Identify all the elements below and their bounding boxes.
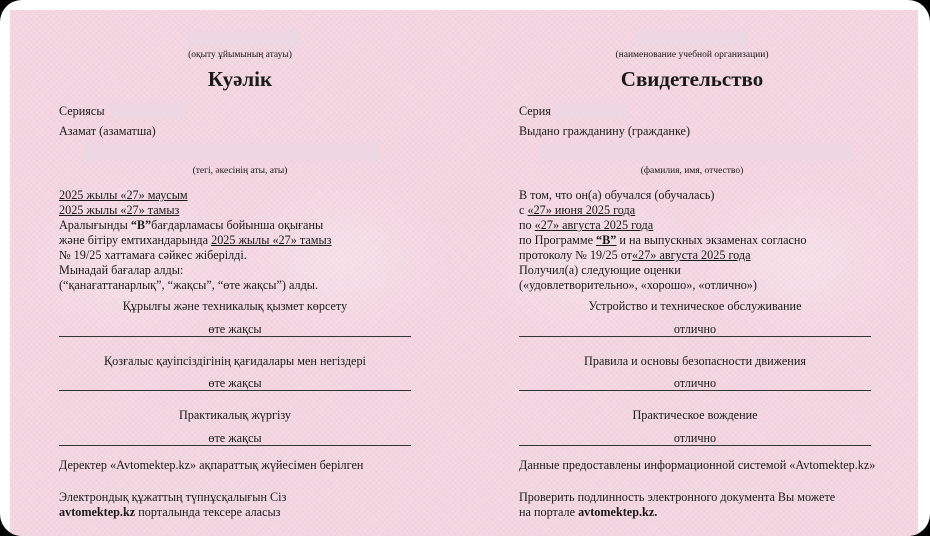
grades-line-1-left: Мынадай бағалар алды: bbox=[59, 263, 184, 277]
divider-right-2 bbox=[519, 390, 871, 391]
protocol-line-left: № 19/25 хаттамаға сәйкес жіберілді. bbox=[59, 248, 247, 262]
name-redacted-left bbox=[84, 143, 380, 161]
subject-grade-left-2: өте жақсы bbox=[208, 376, 262, 390]
exam-line-left: және бітіру емтихандарында 2025 жылы «27» тамыз bbox=[59, 233, 332, 247]
series-label-right: Серия bbox=[519, 104, 551, 118]
verify-line-2-right: на портале avtomektep.kz. bbox=[519, 505, 658, 519]
divider-left-1 bbox=[59, 336, 411, 337]
series-redacted-left bbox=[112, 103, 184, 118]
name-caption-right: (фамилия, имя, отчество) bbox=[640, 166, 744, 176]
grades-line-2-left: (“қанағаттанарлық”, “жақсы”, “өте жақсы”) алды. bbox=[59, 278, 319, 292]
divider-right-1 bbox=[519, 336, 871, 337]
divider-right-3 bbox=[519, 445, 871, 446]
series-label-left: Сериясы bbox=[59, 104, 105, 118]
name-caption-left: (тегі, әкесінің аты, аты) bbox=[192, 166, 288, 176]
name-redacted-right bbox=[540, 143, 852, 161]
program-line-right: по Программе “В” и на выпускных экзаменах согласно bbox=[519, 233, 807, 247]
issued-by-left: Деректер «Avtomektep.kz» ақпараттық жүйесімен берілген bbox=[59, 458, 364, 472]
title-left: Куәлік bbox=[207, 67, 273, 91]
subject-name-right-3: Практическое вождение bbox=[632, 408, 758, 422]
date-from-right: с «27» июня 2025 года bbox=[519, 203, 636, 217]
grades-line-2-right: («удовлетворительно», «хорошо», «отлично») bbox=[519, 278, 757, 292]
date-to-right: по «27» августа 2025 года bbox=[519, 218, 654, 232]
subject-grade-right-2: отлично bbox=[673, 376, 717, 390]
date-to-left: 2025 жылы «27» тамыз bbox=[59, 203, 180, 217]
date-from-left: 2025 жылы «27» маусым bbox=[59, 188, 188, 202]
divider-left-2 bbox=[59, 390, 411, 391]
title-right: Свидетельство bbox=[620, 67, 764, 91]
verify-line-1-left: Электрондық құжаттың түпнұсқалығын Сіз bbox=[59, 490, 287, 504]
org-name-redacted-right bbox=[636, 30, 748, 46]
subject-name-right-2: Правила и основы безопасности движения bbox=[584, 354, 806, 368]
org-caption-right: (наименование учебной организации) bbox=[615, 50, 769, 60]
program-line-left: Аралығынды “В”бағдарламасы бойынша оқығаны bbox=[59, 218, 324, 232]
subject-grade-right-3: отлично bbox=[673, 431, 717, 445]
subject-name-left-2: Қозғалыс қауіпсіздігінің қағидалары мен негіздері bbox=[104, 354, 366, 368]
citizen-label-left: Азамат (азаматша) bbox=[59, 124, 156, 138]
grades-line-1-right: Получил(а) следующие оценки bbox=[519, 263, 681, 277]
subject-grade-right-1: отлично bbox=[673, 322, 717, 336]
verify-portal-link-right[interactable]: avtomektep.kz. bbox=[578, 505, 658, 519]
org-name-redacted-left bbox=[188, 30, 300, 46]
org-caption-left: (оқыту ұйымының атауы) bbox=[188, 50, 292, 60]
subject-name-right-1: Устройство и техническое обслуживание bbox=[588, 299, 802, 313]
verify-portal-link-left[interactable]: avtomektep.kz bbox=[59, 505, 136, 519]
subject-grade-left-1: өте жақсы bbox=[208, 322, 262, 336]
series-redacted-right bbox=[556, 103, 628, 118]
subject-name-left-3: Практикалық жүргізу bbox=[178, 408, 292, 422]
protocol-line-right: протоколу № 19/25 от«27» августа 2025 года bbox=[519, 248, 751, 262]
citizen-label-right: Выдано гражданину (гражданке) bbox=[519, 124, 691, 138]
verify-line-2-left: avtomektep.kz порталында тексере аласыз bbox=[59, 505, 281, 519]
divider-left-3 bbox=[59, 445, 411, 446]
intro-line-right: В том, что он(а) обучался (обучалась) bbox=[519, 188, 715, 202]
issued-by-right: Данные предоставлены информационной системой «Avtomektep.kz» bbox=[519, 458, 876, 472]
subject-grade-left-3: өте жақсы bbox=[208, 431, 262, 445]
verify-line-1-right: Проверить подлинность электронного документа Вы можете bbox=[519, 490, 836, 504]
subject-name-left-1: Құрылғы және техникалық қызмет көрсету bbox=[122, 299, 348, 313]
